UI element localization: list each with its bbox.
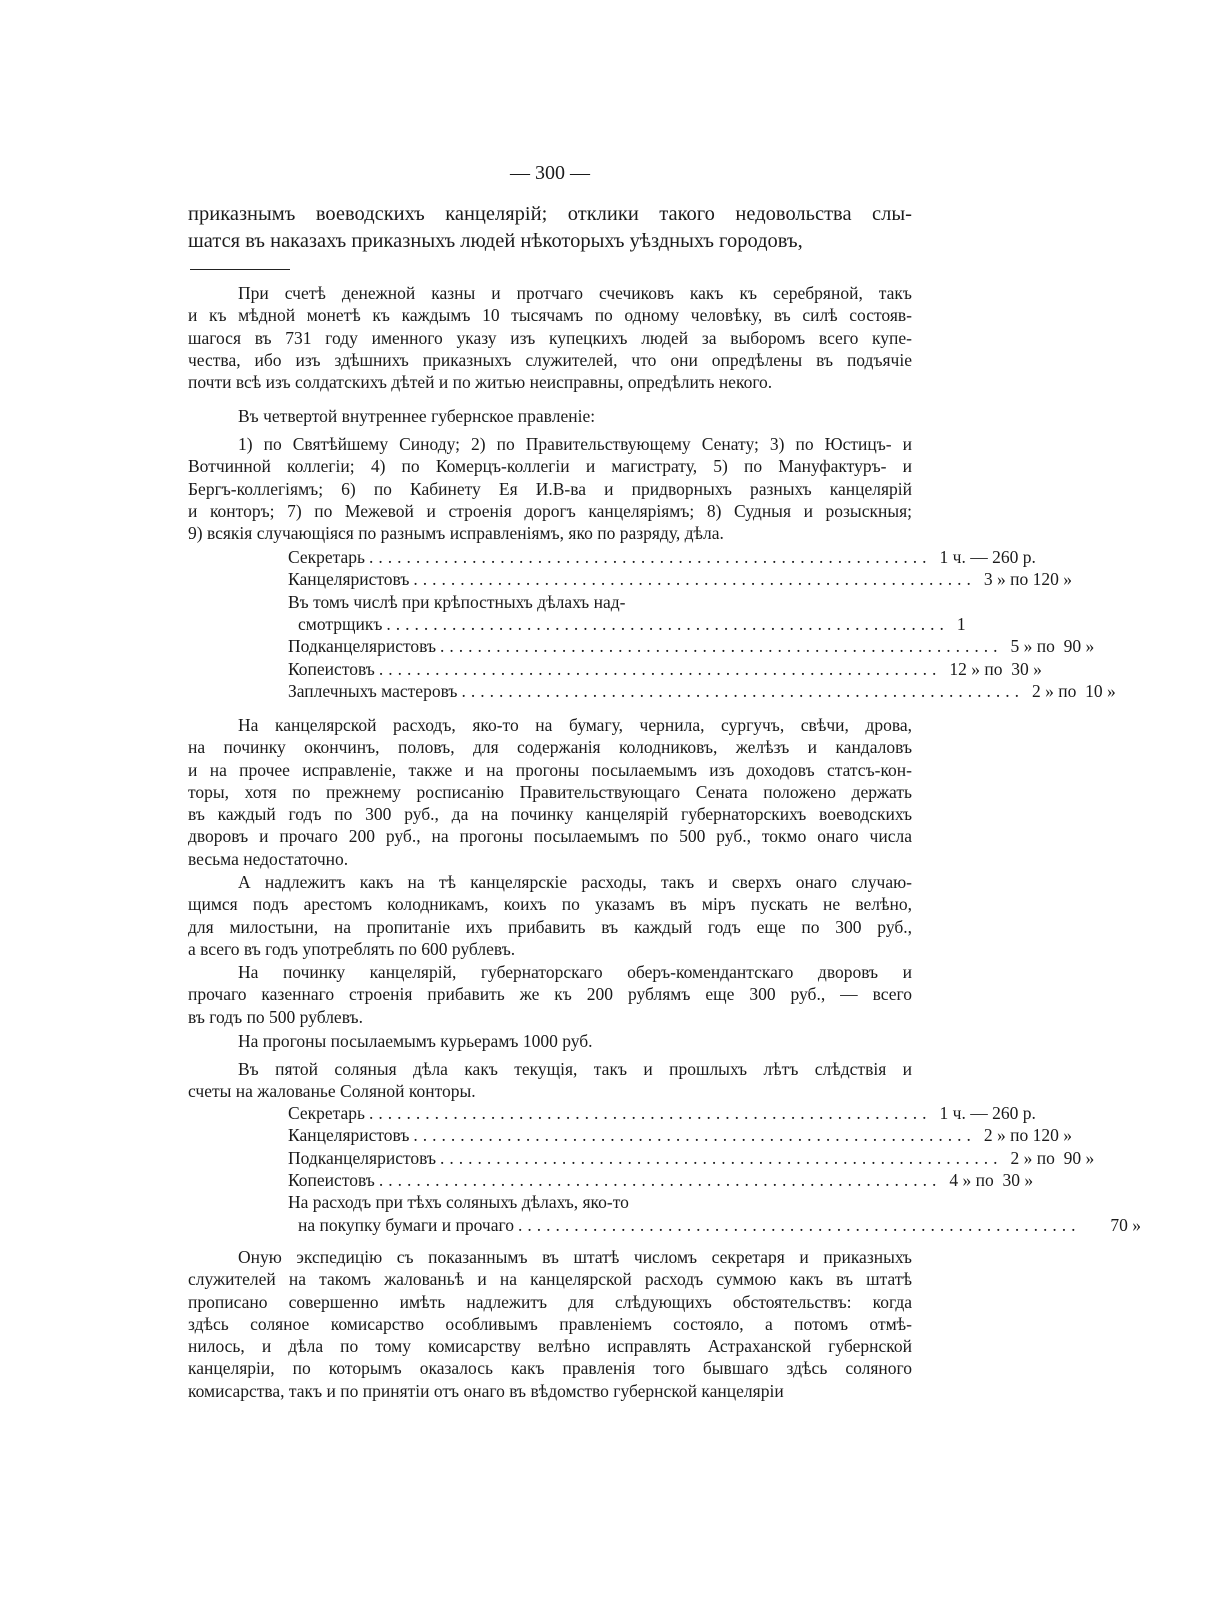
staff-row — [288, 635, 1095, 657]
staff-label: На расходъ при тѣхъ соляныхъ дѣлахъ, яко-то — [288, 1192, 629, 1213]
leader-dots: ............................................................ — [386, 613, 949, 634]
text-line: При счетѣ денежной казны и протчаго счечиковъ какъ къ серебряной, такъ — [238, 283, 912, 303]
leader-dots: ............................................................ — [461, 680, 1024, 701]
staff-row — [288, 1191, 818, 1213]
leader-dots: ............................................................ — [413, 569, 976, 590]
text-line: въ годъ по 500 рублевъ. — [188, 1006, 363, 1027]
staff-label: смотрщикъ — [298, 613, 383, 634]
text-line: почти всѣ изъ солдатскихъ дѣтей и по житью неисправны, опредѣлить некого. — [188, 372, 773, 393]
staff-row — [288, 1124, 1073, 1146]
text-line: На починку канцелярій, губернаторскаго оберъ-комендантскаго дворовъ и — [238, 962, 912, 982]
text-line: для милостыни, на пропитаніе ихъ прибавить въ каждый годъ еще по 300 руб., — [188, 916, 912, 937]
leader-dots: ............................................................ — [369, 547, 932, 567]
leader-dots: ............................................................ — [378, 1169, 942, 1190]
leader-dots: ............................................................ — [378, 658, 942, 679]
text-line: канцеляріи, по которымъ оказалось какъ правленія того бывшаго здѣсь соляного — [188, 1358, 912, 1379]
paragraph — [188, 961, 912, 1028]
staff-row — [288, 613, 966, 635]
staff-row — [288, 591, 818, 613]
text-line: Въ пятой соляныя дѣла какъ текущія, такъ и прошлыхъ лѣтъ слѣдствія и — [238, 1059, 912, 1079]
staff-value: 4 » по 30 » — [949, 1169, 1034, 1190]
paragraph — [188, 405, 912, 427]
staff-label: Секретарь — [288, 1103, 366, 1123]
leader-dots: ............................................................ — [369, 1103, 932, 1123]
staff-label: Секретарь — [288, 547, 366, 567]
leader-dots: ............................................................ — [517, 1214, 1081, 1235]
staff-label: Въ томъ числѣ при крѣпостныхъ дѣлахъ над- — [288, 591, 626, 612]
leader-dots: ............................................................ — [413, 1125, 976, 1146]
staff-row — [288, 658, 1042, 680]
staff-row — [288, 546, 1036, 568]
text-line: 1) по Святѣйшему Синоду; 2) по Правительствующему Сенату; 3) по Юстицъ- и — [238, 434, 912, 454]
staff-value: 2 » по 10 » — [1031, 680, 1116, 701]
staff-value: 2 » по 90 » — [1010, 1147, 1095, 1168]
staff-row — [288, 1102, 1036, 1124]
staff-row — [288, 1169, 1034, 1191]
text-line: комисарства, такъ и по принятіи отъ онаго въ вѣдомство губернской канцеляріи — [188, 1380, 784, 1401]
staff-row — [288, 568, 1073, 590]
staff-label: Копеистовъ — [288, 1169, 375, 1190]
staff-row — [288, 1214, 1141, 1236]
staff-label: Канцеляристовъ — [288, 569, 410, 590]
text-line: 9) всякія случающіяся по разнымъ исправленіямъ, яко по разряду, дѣла. — [188, 523, 724, 544]
text-line: прочаго казеннаго строенія прибавить же къ 200 рублямъ еще 300 руб., — всего — [188, 984, 912, 1005]
text-line: въ каждый годъ по 300 руб., да на починку канцелярій губернаторскихъ воеводскихъ — [188, 804, 912, 825]
text-line: счеты на жалованье Соляной конторы. — [188, 1081, 476, 1102]
paragraph — [188, 1246, 912, 1402]
text-line: торы, хотя по прежнему росписанію Правительствующаго Сената положено держать — [188, 781, 912, 802]
paragraph — [188, 282, 912, 393]
text-line: весьма недостаточно. — [188, 848, 349, 869]
text-line: щимся подъ арестомъ колодникамъ, коихъ по указамъ въ міръ пускать не велѣно, — [188, 894, 912, 915]
text-line: и къ мѣдной монетѣ къ каждымъ 10 тысячамъ по одному человѣку, въ силѣ состояв- — [188, 305, 912, 326]
staff-label: Копеистовъ — [288, 658, 375, 679]
text-line: Бергъ-коллегіямъ; 6) по Кабинету Ея И.В-ва и придворныхъ разныхъ канцелярій — [188, 478, 912, 499]
paragraph — [188, 433, 912, 544]
text-line: прописано совершенно имѣть надлежитъ для слѣдующихъ обстоятельствъ: когда — [188, 1291, 912, 1312]
staff-value: 1 ч. — 260 р. — [939, 547, 1036, 567]
text-line: чества, ибо изъ здѣшнихъ приказныхъ служителей, что они опредѣлены въ подъячіе — [188, 349, 912, 370]
text-line: нилось, и дѣла по тому комисарству велѣно исправлять Астраханской губернской — [188, 1336, 912, 1357]
continued-paragraph — [188, 201, 912, 255]
text-line: здѣсь соляное комисарство особливымъ правленіемъ состояло, а потомъ отмѣ- — [188, 1313, 912, 1334]
text-line: Оную экспедицію съ показаннымъ въ штатѣ числомъ секретаря и приказныхъ — [238, 1247, 912, 1267]
footnote-rule — [190, 269, 290, 270]
staff-value: 2 » по 120 » — [983, 1125, 1073, 1146]
paragraph — [188, 871, 912, 960]
staff-label: Заплечныхъ мастеровъ — [288, 680, 458, 701]
staff-value: 3 » по 120 » — [983, 569, 1073, 590]
text-line: На канцелярской расходъ, яко-то на бумагу, чернила, сургучъ, свѣчи, дрова, — [238, 715, 912, 735]
staff-label: Подканцеляристовъ — [288, 636, 436, 657]
text-line: на починку окончинъ, половъ, для содержанія колодниковъ, желѣзъ и кандаловъ — [188, 737, 912, 758]
staff-value: 1 ч. — 260 р. — [939, 1103, 1036, 1123]
staff-label: Подканцеляристовъ — [288, 1147, 436, 1168]
staff-value: 12 » по 30 » — [949, 658, 1042, 679]
paragraph — [188, 1058, 912, 1103]
text-line: А надлежитъ какъ на тѣ канцелярскіе расходы, такъ и сверхъ онаго случаю- — [238, 872, 912, 892]
leader-dots: ............................................................ — [440, 636, 1003, 657]
text-line: На прогоны посылаемымъ курьерамъ 1000 руб. — [238, 1031, 593, 1051]
text-line: приказнымъ воеводскихъ канцелярій; отклики такого недовольства слы- — [188, 203, 912, 225]
staff-label: на покупку бумаги и прочаго — [298, 1214, 514, 1235]
staff-row — [288, 1147, 1095, 1169]
paragraph — [188, 1030, 912, 1052]
staff-label: Канцеляристовъ — [288, 1125, 410, 1146]
staff-value: 1 — [956, 613, 966, 634]
staff-row — [288, 680, 1116, 702]
text-line: и на прочее исправленіе, также и на прогоны посылаемымъ изъ доходовъ статсъ-кон- — [188, 759, 912, 780]
paragraph — [188, 714, 912, 870]
staff-value: 70 » — [1088, 1214, 1141, 1235]
staff-value: 5 » по 90 » — [1010, 636, 1095, 657]
page-number: — 300 — — [510, 162, 590, 184]
leader-dots: ............................................................ — [440, 1147, 1003, 1168]
text-line: служителей на такомъ жалованьѣ и на канцелярской расходъ суммою какъ въ штатѣ — [188, 1269, 912, 1290]
text-line: а всего въ годъ употреблять по 600 рублевъ. — [188, 938, 516, 959]
text-line: Вотчинной коллегіи; 4) по Комерцъ-коллегіи и магистрату, 5) по Мануфактуръ- и — [188, 456, 912, 477]
text-line: шагося въ 731 году именного указу изъ купецкихъ людей за выборомъ всего купе- — [188, 327, 912, 348]
text-line: дворовъ и прочаго 200 руб., на прогоны посылаемымъ по 500 руб., токмо онаго числа — [188, 826, 912, 847]
text-line: Въ четвертой внутреннее губернское правленіе: — [238, 406, 596, 426]
text-line: и конторъ; 7) по Межевой и строенія дорогъ канцеляріямъ; 8) Судныя и розыскныя; — [188, 500, 912, 521]
text-line: шатся въ наказахъ приказныхъ людей нѣкоторыхъ уѣздныхъ городовъ, — [188, 230, 803, 252]
